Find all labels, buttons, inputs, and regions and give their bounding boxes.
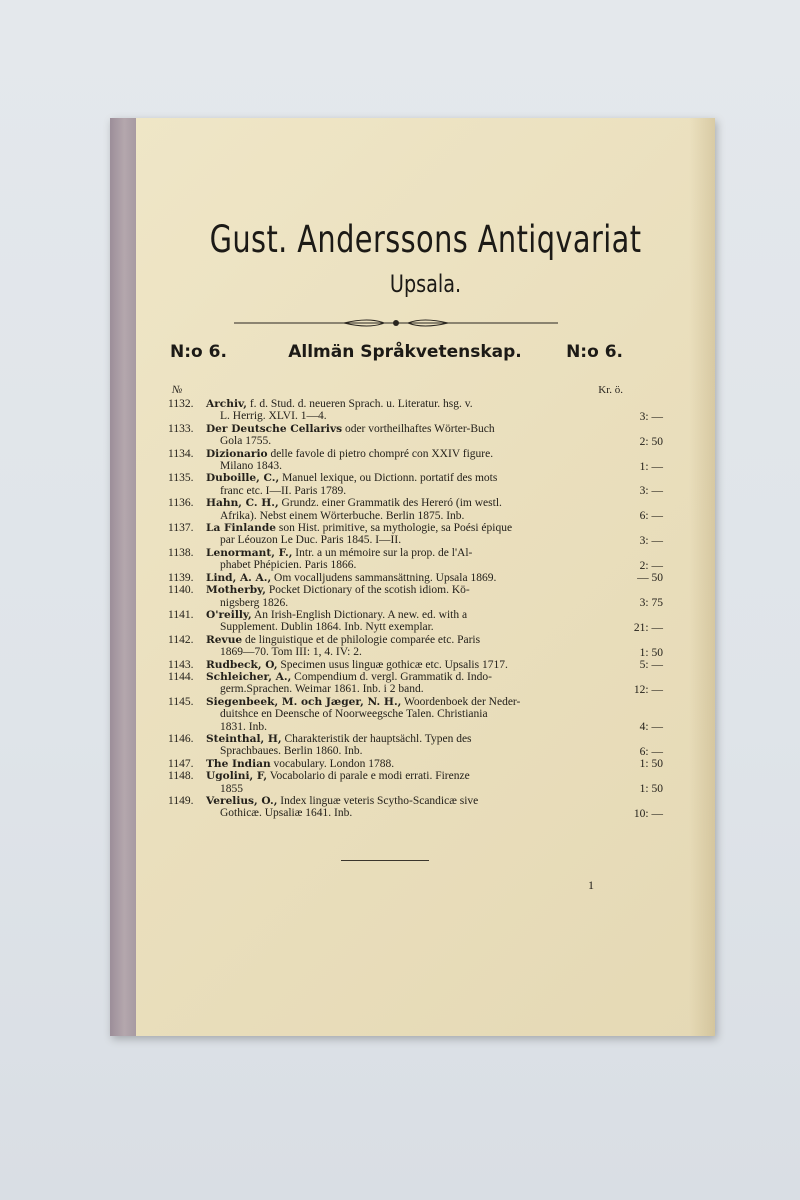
entry-first-line: [206, 634, 480, 646]
entry-price: 12: —: [633, 683, 663, 696]
entry-author: Revue: [206, 633, 243, 646]
entry-text: [206, 522, 601, 547]
entry-price: 3: —: [639, 535, 663, 548]
entry-text: [206, 671, 601, 696]
closing-rule: [341, 860, 429, 861]
catalog-entry: [168, 658, 663, 671]
entry-text: [206, 497, 601, 522]
catalog-entry: [168, 757, 663, 770]
entry-number: 1149.: [168, 795, 194, 807]
entry-number: 1143.: [168, 658, 194, 671]
paper-spine: [110, 118, 136, 1036]
entry-description-line: par Léouzon Le Duc. Paris 1845. I—II.: [220, 534, 402, 547]
catalog-entry: [168, 447, 663, 473]
entry-first-line: [206, 758, 394, 770]
entry-description-line: Vocabolario di parale e modi errati. Firenze: [269, 770, 470, 783]
entry-price: 3: 75: [639, 597, 663, 610]
entry-author: Lind, A. A.,: [206, 571, 272, 584]
entry-description-line: vocabulary. London 1788.: [273, 757, 395, 770]
entry-first-line: [206, 522, 512, 534]
entry-first-line: [206, 497, 502, 509]
catalog-page: [110, 118, 715, 1036]
catalog-number-right: N:o 6.: [566, 342, 623, 362]
entry-text: [206, 733, 601, 758]
entry-first-line: [206, 795, 478, 807]
entry-text: [206, 398, 601, 423]
entry-description-line: Om vocalljudens sammansättning. Upsala 1869.: [274, 571, 497, 584]
entry-author: Duboille, C.,: [206, 472, 280, 485]
entry-author: The Indian: [206, 757, 271, 770]
catalog-entry: [168, 770, 663, 796]
entry-description-line: Milano 1843.: [220, 460, 282, 473]
entry-number: 1136.: [168, 497, 194, 510]
entry-text: [206, 696, 601, 733]
entry-text: [206, 448, 601, 473]
entry-text: [206, 584, 601, 609]
catalog-title: Gust. Anderssons Antiqvariat: [209, 218, 642, 261]
entry-author: Siegenbeek, M. och Jæger, N. H.,: [206, 695, 402, 708]
catalog-entry: [168, 497, 663, 523]
entry-first-line: [206, 547, 472, 559]
entry-price: 2: —: [639, 559, 663, 572]
ornament-divider: [234, 316, 558, 330]
entry-first-line: [206, 472, 497, 484]
entry-description-line: Gola 1755.: [220, 435, 272, 448]
entry-author: O'reilly,: [206, 608, 252, 621]
entry-price: 1: —: [639, 460, 663, 473]
entry-description-line: Index linguæ veteris Scytho-Scandicæ sive: [280, 795, 479, 807]
entry-first-line: [206, 659, 508, 671]
entry-price: 3: —: [639, 485, 663, 498]
entry-text: [206, 795, 601, 820]
entry-description-line: oder vortheilhaftes Wörter-Buch: [344, 422, 495, 435]
entry-number: 1133.: [168, 422, 194, 435]
entry-description-line: Pocket Dictionary of the scotish idiom. Kö-: [268, 584, 470, 597]
entry-author: Hahn, C. H.,: [206, 497, 279, 510]
entry-first-line: [206, 609, 467, 621]
entry-number: 1147.: [168, 757, 194, 770]
entry-number: 1140.: [168, 584, 194, 597]
entry-author: Dizionario: [206, 447, 268, 460]
entry-text: [206, 758, 601, 770]
entry-price: 10: —: [633, 808, 663, 820]
entry-price: 21: —: [633, 621, 663, 634]
entry-author: La Finlande: [206, 522, 276, 535]
entry-price: — 50: [637, 571, 663, 584]
entry-description-line: f. d. Stud. d. neueren Sprach. u. Literatur. hsg. v.: [249, 398, 473, 410]
entry-description-line: phabet Phépicien. Paris 1866.: [220, 559, 357, 572]
entry-text: [206, 609, 601, 634]
catalog-entry: [168, 472, 663, 498]
entry-text: [206, 572, 601, 584]
catalog-entry: [168, 398, 663, 423]
catalog-entry: [168, 633, 663, 659]
catalog-entry: [168, 522, 663, 548]
entry-author: Verelius, O.,: [206, 795, 278, 807]
entry-price: 1: 50: [639, 646, 663, 659]
entry-first-line: [206, 572, 496, 584]
entry-description-line: An Irish-English Dictionary. A new. ed. with a: [253, 608, 468, 621]
entry-number: 1144.: [168, 670, 194, 683]
catalog-entry: [168, 732, 663, 758]
entry-description-line: duitshce en Deensche of Noorweegsche Talen. Christiania: [220, 708, 488, 721]
catalog-number-left: N:o 6.: [170, 342, 227, 362]
entry-first-line: [206, 770, 470, 782]
entry-price: 1: 50: [639, 757, 663, 770]
entry-description-line: delle favole di pietro chompré con XXIV figure.: [270, 447, 494, 460]
entry-description-line: Sprachbaues. Berlin 1860. Inb.: [220, 745, 363, 758]
entry-number: 1148.: [168, 770, 194, 783]
entry-author: Ugolini, F,: [206, 770, 268, 783]
entry-description-line: nigsberg 1826.: [220, 596, 289, 609]
entry-text: [206, 770, 601, 795]
entry-price: 6: —: [639, 745, 663, 758]
entry-author: Schleicher, A.,: [206, 670, 292, 683]
entry-number: 1145.: [168, 695, 194, 708]
entry-text: [206, 547, 601, 572]
entry-description-line: Specimen usus linguæ gothicæ etc. Upsalis 1717.: [280, 658, 508, 671]
entry-description-line: Charakteristik der hauptsächl. Typen des: [284, 732, 472, 745]
catalog-subtitle: Upsala.: [389, 270, 462, 298]
entry-description-line: de linguistique et de philologie comparée etc. Paris: [245, 633, 481, 646]
entry-text: [206, 472, 601, 497]
entry-description-line: son Hist. primitive, sa mythologie, sa Poési épique: [278, 522, 513, 535]
entry-price: 4: —: [639, 720, 663, 733]
entry-first-line: [206, 448, 493, 460]
entry-number: 1135.: [168, 472, 194, 485]
entry-description-line: Supplement. Dublin 1864. Inb. Nytt exemplar.: [220, 621, 434, 634]
entry-number: 1138.: [168, 546, 194, 559]
entry-number: 1141.: [168, 608, 194, 621]
catalog-entry: [168, 795, 663, 820]
entry-description-line: Manuel lexique, ou Dictionn. portatif des mots: [282, 472, 498, 485]
entry-description-line: Gothicæ. Upsaliæ 1641. Inb.: [220, 807, 353, 820]
column-number-header: №: [172, 384, 183, 396]
catalog-entry: [168, 571, 663, 584]
entry-author: Rudbeck, O,: [206, 658, 278, 671]
entry-description-line: germ.Sprachen. Weimar 1861. Inb. i 2 band.: [220, 683, 424, 696]
entry-author: Lenormant, F.,: [206, 546, 293, 559]
entry-first-line: [206, 696, 520, 708]
entry-author: Archiv,: [206, 398, 247, 410]
entry-price: 2: 50: [639, 435, 663, 448]
entry-text: [206, 659, 601, 671]
catalog-entry: [168, 670, 663, 696]
entry-first-line: [206, 733, 472, 745]
entry-number: 1146.: [168, 732, 194, 745]
entry-description-line: franc etc. I—II. Paris 1789.: [220, 484, 347, 497]
catalog-entry: [168, 608, 663, 634]
entry-list: [168, 398, 663, 820]
entry-author: Steinthal, H,: [206, 732, 282, 745]
entry-text: [206, 423, 601, 448]
entry-number: 1142.: [168, 633, 194, 646]
entry-description-line: 1869—70. Tom III: 1, 4. IV: 2.: [220, 646, 362, 659]
paper-edge: [689, 118, 715, 1036]
entry-number: 1139.: [168, 571, 194, 584]
catalog-entry: [168, 546, 663, 572]
entry-price: 1: 50: [639, 783, 663, 796]
entry-description-line: Woordenboek der Neder-: [404, 695, 521, 708]
entry-first-line: [206, 423, 495, 435]
entry-first-line: [206, 398, 473, 410]
entry-price: 6: —: [639, 510, 663, 523]
entry-first-line: [206, 671, 492, 683]
entry-first-line: [206, 584, 470, 596]
entry-description-line: Afrika). Nebst einem Wörterbuche. Berlin 1875. Inb.: [220, 509, 465, 522]
entry-price: 5: —: [639, 658, 663, 671]
entry-author: Motherby,: [206, 584, 266, 597]
entry-description-line: Compendium d. vergl. Grammatik d. Indo-: [294, 670, 492, 683]
entry-description-line: Grundz. einer Grammatik des Hereró (im westl.: [281, 497, 502, 510]
entry-number: 1137.: [168, 522, 194, 535]
catalog-entry: [168, 584, 663, 610]
catalog-entry: [168, 422, 663, 448]
entry-text: [206, 634, 601, 659]
entry-number: 1134.: [168, 447, 194, 460]
entry-description-line: Intr. a un mémoire sur la prop. de l'Al-: [295, 546, 473, 559]
column-price-header: Kr. ö.: [598, 384, 623, 396]
entry-description-line: L. Herrig. XLVI. 1—4.: [220, 410, 327, 423]
section-heading: Allmän Språkvetenskap.: [288, 342, 522, 362]
entry-description-line: 1855: [220, 782, 243, 795]
page-number: 1: [588, 878, 594, 892]
entry-price: 3: —: [639, 411, 663, 423]
entry-author: Der Deutsche Cellarivs: [206, 422, 343, 435]
entry-description-line: 1831. Inb.: [220, 720, 267, 733]
entry-number: 1132.: [168, 398, 194, 410]
catalog-entry: [168, 695, 663, 733]
